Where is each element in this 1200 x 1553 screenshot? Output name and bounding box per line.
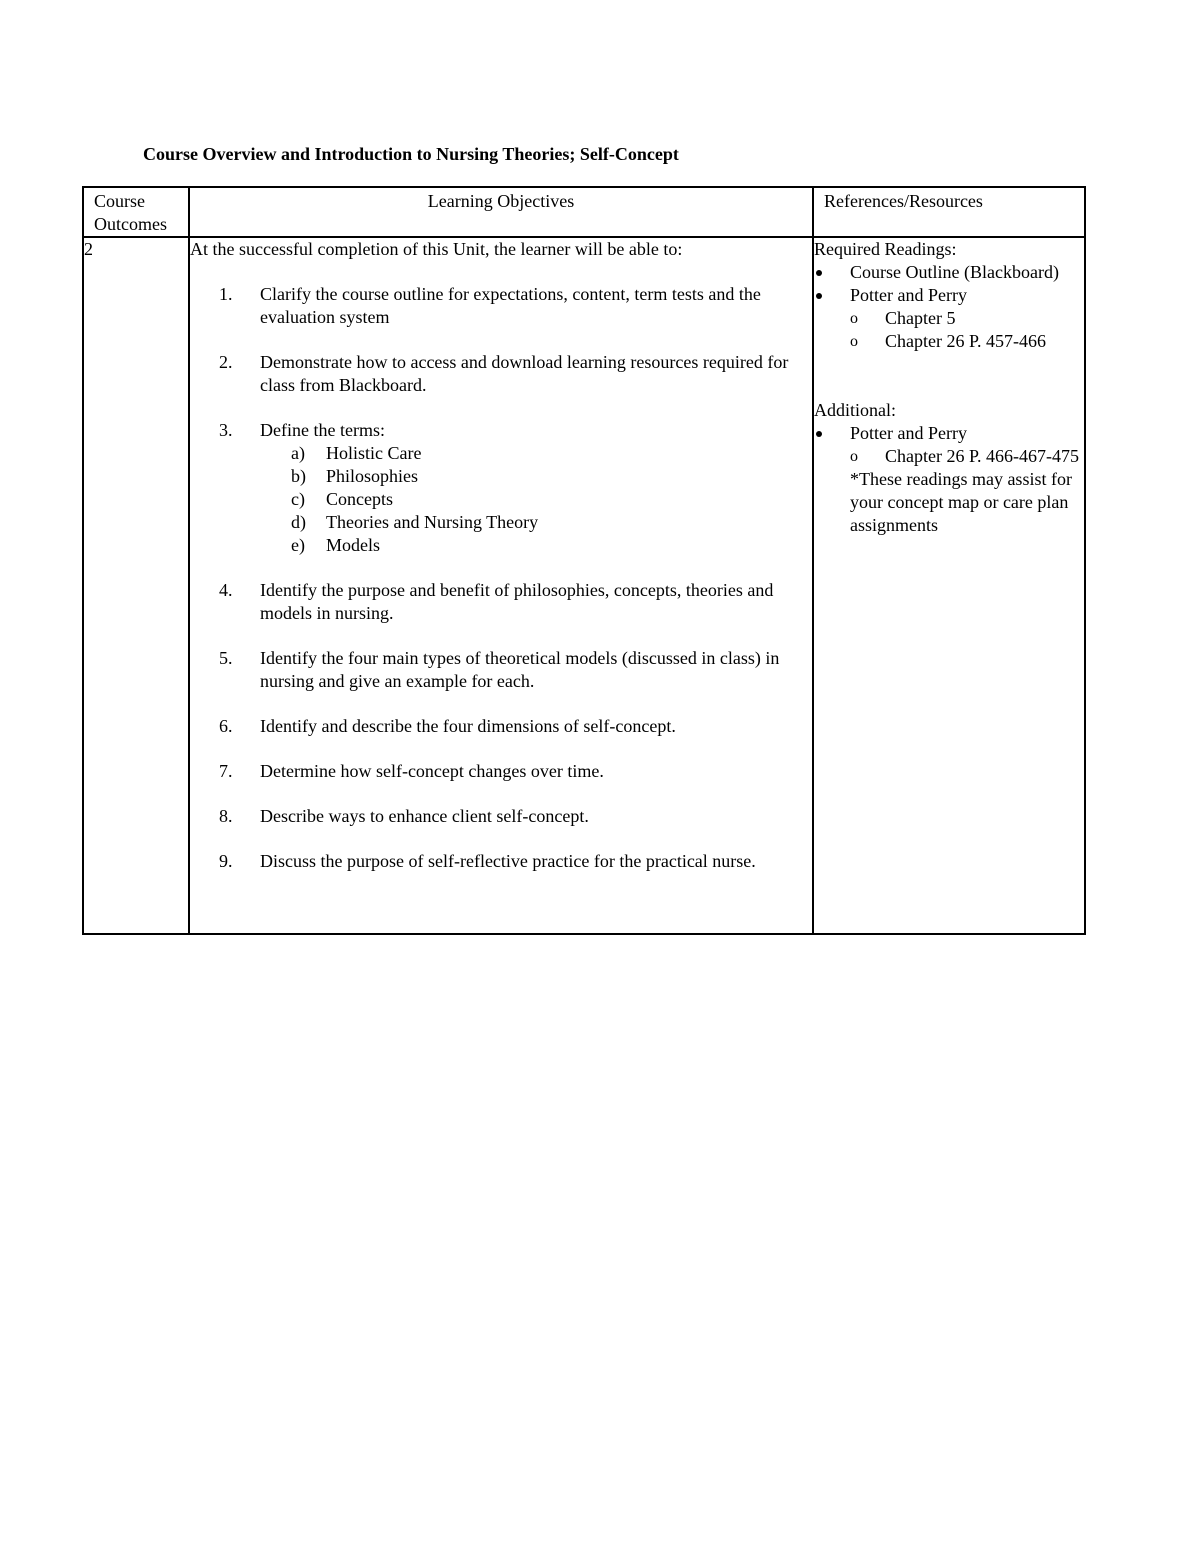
header-course-outcomes: Course Outcomes: [83, 187, 189, 237]
objective-text: Describe ways to enhance client self-concept.: [260, 806, 589, 826]
term-letter: a): [291, 443, 305, 463]
circle-bullet-icon: o: [850, 333, 858, 350]
reference-text: Potter and Perry: [850, 285, 967, 305]
objective-number: 6.: [219, 716, 233, 736]
course-outcome-cell: 2: [83, 237, 189, 934]
additional-readings-list: [814, 422, 1084, 468]
objective-number: 1.: [219, 284, 233, 304]
objective-item: [190, 419, 812, 557]
objective-text: Identify and describe the four dimensions of self-concept.: [260, 716, 676, 736]
header-references: References/Resources: [813, 187, 1085, 237]
objective-number: 4.: [219, 580, 233, 600]
term-item: [260, 442, 812, 465]
bullet-icon: [814, 422, 850, 468]
objective-text: Identify the purpose and benefit of philosophies, concepts, theories and models in nursing.: [260, 580, 774, 623]
objective-item: [190, 850, 812, 873]
reference-text: Potter and Perry: [850, 423, 967, 443]
term-letter: e): [291, 535, 305, 555]
reference-subitem: [850, 307, 1084, 330]
learning-objectives-cell: [189, 237, 813, 934]
reference-sublist: [850, 445, 1084, 468]
objective-text: Determine how self-concept changes over time.: [260, 761, 604, 781]
table-header-row: [83, 187, 1085, 237]
objective-item: [190, 760, 812, 783]
bullet-icon: [814, 261, 850, 284]
reference-item: [814, 284, 1084, 353]
term-text: Philosophies: [326, 466, 419, 486]
term-letter: c): [291, 489, 305, 509]
reference-subtext: Chapter 26 P. 466-467-475: [885, 446, 1079, 466]
terms-list: [260, 442, 812, 557]
reference-subtext: Chapter 5: [885, 308, 956, 328]
objective-item: [190, 647, 812, 693]
objective-number: 9.: [219, 851, 233, 871]
objective-number: 2.: [219, 352, 233, 372]
references-cell: [813, 237, 1085, 934]
objective-text: Discuss the purpose of self-reflective practice for the practical nurse.: [260, 851, 756, 871]
header-learning-objectives: Learning Objectives: [189, 187, 813, 237]
objective-item: [190, 579, 812, 625]
objectives-intro: At the successful completion of this Unit, the learner will be able to:: [190, 239, 683, 259]
circle-bullet-icon: o: [850, 310, 858, 327]
term-text: Models: [326, 535, 380, 555]
term-item: [260, 534, 812, 557]
table-row: [83, 237, 1085, 934]
reference-subitem: [850, 330, 1084, 353]
document-title: Course Overview and Introduction to Nursing Theories; Self-Concept: [143, 144, 679, 164]
readings-note: *These readings may assist for your concept map or care plan assignments: [850, 469, 1072, 535]
term-text: Theories and Nursing Theory: [326, 512, 539, 532]
objective-number: 7.: [219, 761, 233, 781]
objectives-list: [190, 283, 812, 873]
objective-text: Clarify the course outline for expectations, content, term tests and the evaluation system: [260, 284, 761, 327]
reference-subitem: [850, 445, 1084, 468]
term-letter: d): [291, 512, 306, 532]
objective-item: [190, 805, 812, 828]
term-text: Holistic Care: [326, 443, 422, 463]
term-item: [260, 488, 812, 511]
reference-sublist: [850, 307, 1084, 353]
bullet-icon: [814, 284, 850, 353]
objective-number: 5.: [219, 648, 233, 668]
term-item: [260, 465, 812, 488]
reference-item: [814, 261, 1084, 284]
additional-heading: Additional:: [814, 400, 896, 420]
objective-text: Define the terms:: [260, 420, 385, 440]
objective-number: 8.: [219, 806, 233, 826]
term-item: [260, 511, 812, 534]
course-outline-table: [82, 186, 1086, 935]
term-letter: b): [291, 466, 306, 486]
objective-item: [190, 351, 812, 397]
required-readings-heading: Required Readings:: [814, 239, 957, 259]
reference-subtext: Chapter 26 P. 457-466: [885, 331, 1046, 351]
circle-bullet-icon: o: [850, 448, 858, 465]
objective-item: [190, 283, 812, 329]
objective-item: [190, 715, 812, 738]
required-readings-list: [814, 261, 1084, 353]
objective-text: Demonstrate how to access and download learning resources required for class from Blackboard.: [260, 352, 789, 395]
reference-text: Course Outline (Blackboard): [850, 262, 1059, 282]
term-text: Concepts: [326, 489, 393, 509]
objective-number: 3.: [219, 420, 233, 440]
reference-item: [814, 422, 1084, 468]
objective-text: Identify the four main types of theoretical models (discussed in class) in nursing and give an example for each.: [260, 648, 780, 691]
